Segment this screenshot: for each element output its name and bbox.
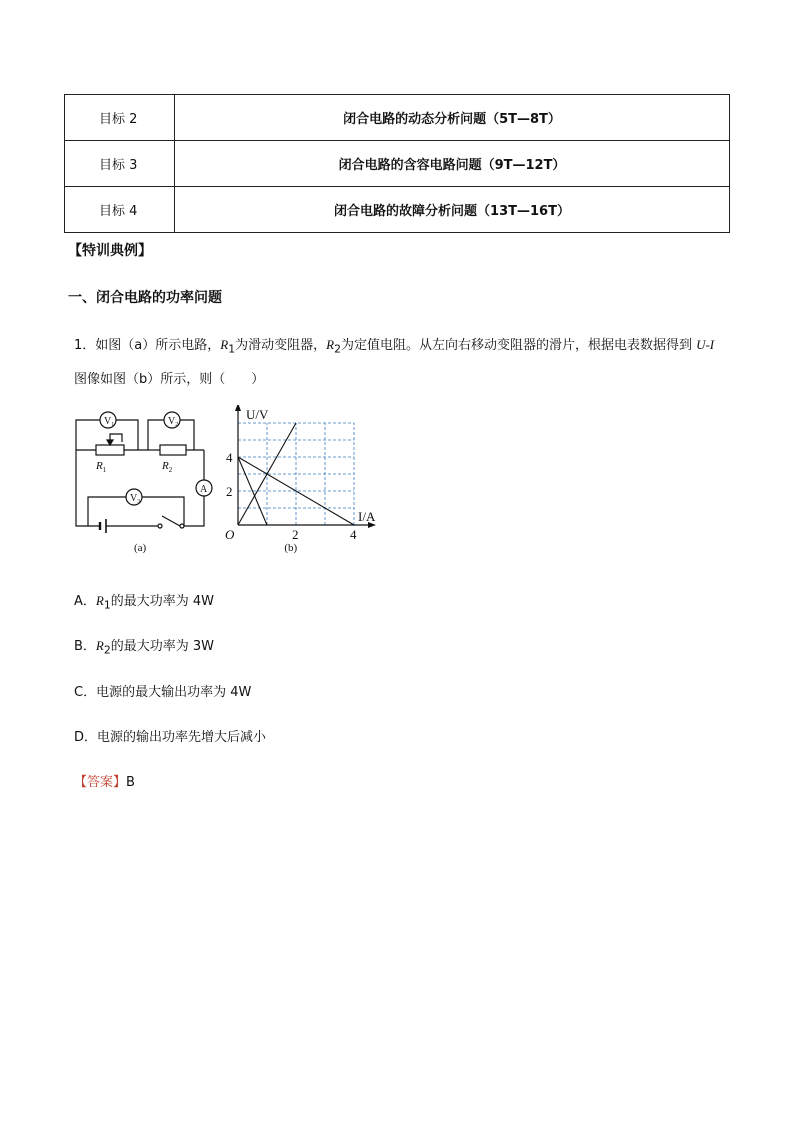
v3-wire-right [142,497,184,526]
goal-content: 闭合电路的动态分析问题（5T—8T） [175,95,730,141]
question-part: 为定值电阻。从左向右移动变阻器的滑片，根据电表数据得到 [340,338,697,353]
y-axis-label: U/V [246,407,269,422]
v3-wire-left [88,497,126,526]
symbol-r2: R [326,337,335,352]
answer [74,771,135,790]
caption-a: (a) [134,542,147,554]
caption-b: (b) [284,542,298,554]
question-text [74,330,724,395]
question-part: 如图（a）所示电路， [95,338,221,353]
switch-node [158,524,162,528]
question-part: 为滑动变阻器， [235,338,327,353]
goals-table [64,94,730,233]
wire [184,496,204,526]
option-prefix: B． [74,639,96,654]
origin-label: O [225,527,235,542]
table-row [65,141,730,187]
figure-svg [66,405,386,560]
symbol-sub: 1 [103,598,111,612]
x-axis-label: I/A [358,509,376,524]
option-text: 的最大功率为 3W [110,639,215,654]
answer-value: B [126,775,135,790]
y-tick-label: 4 [226,450,233,465]
v1-label: $V_1$ [104,416,115,428]
goal-content: 闭合电路的故障分析问题（13T—16T） [175,187,730,233]
option-a[interactable] [74,590,214,612]
answer-label: 【答案】 [74,775,127,790]
symbol-r1-sub: 1 [228,342,236,356]
section-title: 一、闭合电路的功率问题 [68,290,222,306]
switch-blade [162,516,180,526]
y-tick-label: 2 [226,484,233,499]
v3-label: $V_3$ [130,493,141,505]
option-c[interactable]: C．电源的最大输出功率为 4W [74,685,252,700]
ammeter-label: A [200,484,208,495]
question-part: 图像如图（b）所示，则（ ） [74,371,265,387]
question-number: 1． [74,338,96,353]
circuit-diagram [76,412,212,533]
goal-label: 目标 2 [65,95,175,141]
ui-graph [225,405,376,554]
table-row [65,95,730,141]
figure [66,405,386,564]
r2-label: $R_2$ [162,460,173,474]
circuit-labels [95,416,208,554]
switch-node [180,524,184,528]
option-b[interactable] [74,635,214,657]
goal-label: 目标 3 [65,141,175,187]
symbol-r2-sub: 2 [334,342,341,356]
y-axis-arrow [235,405,241,411]
rheostat-r1 [96,445,124,455]
resistor-r2 [160,445,186,455]
x-tick-label: 2 [292,527,299,542]
symbol-sub: 2 [103,643,111,657]
section-bracket: 【特训典例】 [68,243,152,259]
x-tick-label: 4 [350,527,357,542]
option-text: 的最大功率为 4W [110,594,215,609]
symbol-r1: R [220,337,229,352]
table-row [65,187,730,233]
symbol-r2: R [95,638,104,653]
goal-label: 目标 4 [65,187,175,233]
symbol-ui: U-I [696,337,715,352]
goal-content: 闭合电路的含容电路问题（9T—12T） [175,141,730,187]
series-line-2 [238,457,267,525]
v2-label: $V_2$ [168,416,179,428]
symbol-r1: R [95,593,104,608]
r1-label: $R_1$ [96,460,107,474]
option-prefix: A． [74,594,96,609]
slider-arrow [107,440,113,445]
option-d[interactable]: D．电源的输出功率先增大后减小 [74,730,267,745]
